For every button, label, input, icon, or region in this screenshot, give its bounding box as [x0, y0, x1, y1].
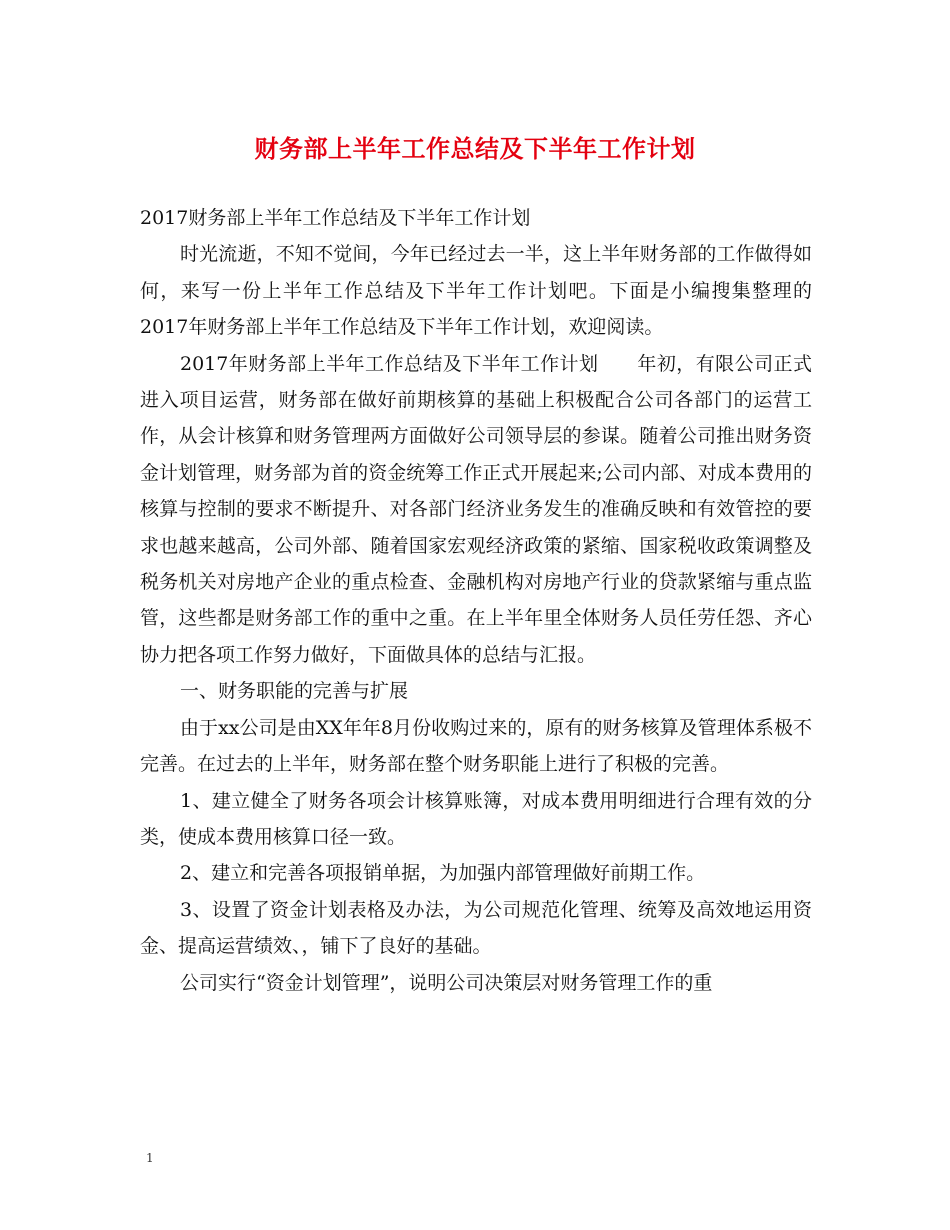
intro-paragraph: 时光流逝，不知不觉间，今年已经过去一半，这上半年财务部的工作做得如何，来写一份上半年工作总结及下半年工作计划吧。下面是小编搜集整理的2017年财务部上半年工作总结及下半年工作计划，欢迎阅读。 [140, 243, 812, 339]
continuation-paragraph: 公司实行“资金计划管理”，说明公司决策层对财务管理工作的重 [180, 971, 713, 994]
section-paragraph: 由于xx公司是由XX年年8月份收购过来的，原有的财务核算及管理体系极不完善。在过去的上半年，财务部在整个财务职能上进行了积极的完善。 [140, 716, 812, 776]
list-item: 1、建立健全了财务各项会计核算账簿，对成本费用明细进行合理有效的分类，使成本费用核算口径一致。 [140, 789, 812, 848]
section-heading: 一、财务职能的完善与扩展 [180, 680, 409, 703]
list-item: 2、建立和完善各项报销单据，为加强内部管理做好前期工作。 [180, 862, 706, 885]
list-item: 3、设置了资金计划表格及办法，为公司规范化管理、统筹及高效地运用资金、提高运营绩效、，铺下了良好的基础。 [140, 898, 812, 958]
overview-paragraph: 2017年财务部上半年工作总结及下半年工作计划 年初，有限公司正式进入项目运营，财务部在做好前期核算的基础上积极配合公司各部门的运营工作，从会计核算和财务管理两方面做好公司领导层的参谋。随着公司推出财务资金计划管理，财务部为首的资金统筹工作正式开展起来;公司内部、对成本费用的核算与控制的要求不断提升、对各部门经济业务发生的准确反映和有效管控的要求也越来越高，公司外部、随着国家宏观经济政策的紧缩、国家税收政策调整及税务机关对房地产企业的重点检查、金融机构对房地产行业的贷款紧缩与重点监管，这些都是财务部工作的重中之重。在上半年里全体财务人员任劳任怨、齐心协力把各项工作努力做好，下面做具体的总结与汇报。 [140, 352, 812, 666]
subtitle-paragraph: 2017财务部上半年工作总结及下半年工作计划 [140, 207, 531, 229]
document-body [140, 200, 812, 1001]
document-title: 财务部上半年工作总结及下半年工作计划 [254, 134, 696, 163]
page-number: 1 [146, 1151, 154, 1165]
